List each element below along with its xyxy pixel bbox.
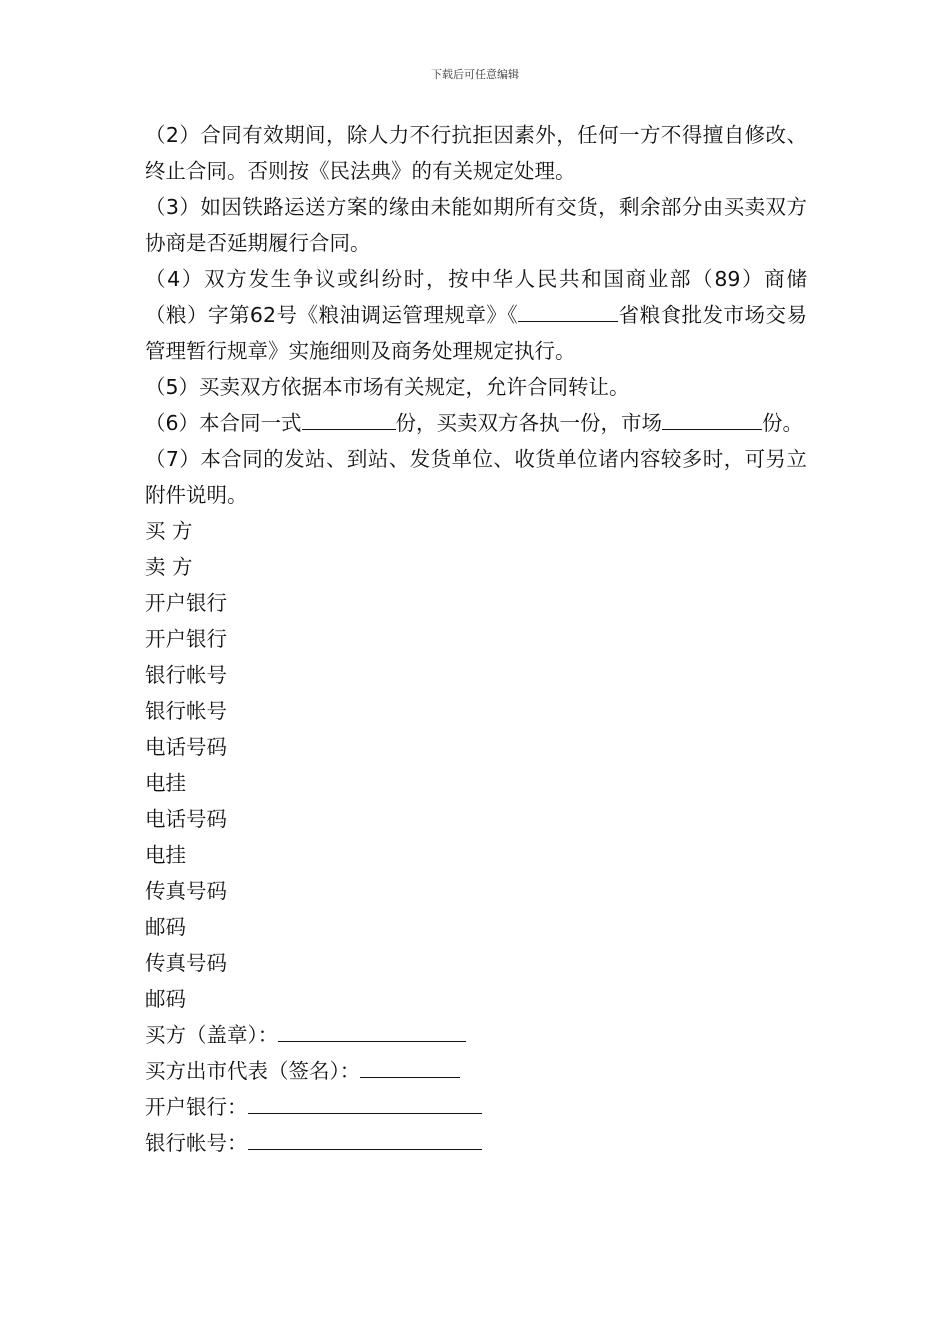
bank-row <box>145 1089 807 1125</box>
clause-4-text-a: （4）双方发生争议或纠纷时，按中华人民共和国商业部（89）商储（粮）字第62号《粮油调运管理规章》《 <box>145 267 807 327</box>
document-body <box>145 117 807 1161</box>
clause-3: （3）如因铁路运送方案的缘由未能如期所有交货，剩余部分由买卖双方协商是否延期履行合同。 <box>145 195 807 255</box>
field-seller-phone: 电话号码 <box>145 807 227 831</box>
field-buyer-account: 银行帐号 <box>145 663 227 687</box>
market-copies-blank[interactable] <box>662 409 762 430</box>
bank-blank[interactable] <box>248 1093 482 1114</box>
clause-4-text-b: 省粮食批发市场交易管理暂行规章》实施细则及商务处理规定执行。 <box>145 303 807 363</box>
buyer-rep-row <box>145 1053 807 1089</box>
field-seller-bank: 开户银行 <box>145 627 227 651</box>
bank-label: 开户银行： <box>145 1095 248 1119</box>
account-row <box>145 1125 807 1161</box>
clause-6-text-c: 份。 <box>762 411 804 435</box>
buyer-seal-blank[interactable] <box>278 1021 466 1042</box>
field-buyer-telegraph: 电挂 <box>145 771 186 795</box>
page-header: 下载后可任意编辑 <box>431 68 519 81</box>
clause-6-text-b: 份，买卖双方各执一份，市场 <box>395 411 663 435</box>
signature-block <box>145 1017 807 1161</box>
buyer-rep-blank[interactable] <box>360 1057 460 1078</box>
clause-2: （2）合同有效期间，除人力不行抗拒因素外，任何一方不得擅自修改、终止合同。否则按《民法典》的有关规定处理。 <box>145 123 807 183</box>
field-seller-account: 银行帐号 <box>145 699 227 723</box>
party-info-fields <box>145 513 807 1017</box>
field-buyer-postcode: 邮码 <box>145 915 186 939</box>
clause-7: （7）本合同的发站、到站、发货单位、收货单位诸内容较多时，可另立附件说明。 <box>145 447 807 507</box>
field-buyer-phone: 电话号码 <box>145 735 227 759</box>
clause-6-text-a: （6）本合同一式 <box>145 411 302 435</box>
field-buyer: 买 方 <box>145 519 193 543</box>
buyer-seal-label: 买方（盖章）： <box>145 1023 279 1047</box>
field-seller: 卖 方 <box>145 555 193 579</box>
copies-blank[interactable] <box>302 409 396 430</box>
buyer-rep-label: 买方出市代表（签名）： <box>145 1059 361 1083</box>
clause-5: （5）买卖双方依据本市场有关规定，允许合同转让。 <box>145 375 630 399</box>
field-seller-telegraph: 电挂 <box>145 843 186 867</box>
clause-4 <box>145 261 807 369</box>
buyer-seal-row <box>145 1017 807 1053</box>
clause-6 <box>145 405 807 441</box>
account-blank[interactable] <box>248 1129 482 1150</box>
field-buyer-fax: 传真号码 <box>145 879 227 903</box>
province-blank[interactable] <box>518 301 618 322</box>
field-seller-postcode: 邮码 <box>145 987 186 1011</box>
field-buyer-bank: 开户银行 <box>145 591 227 615</box>
account-label: 银行帐号： <box>145 1131 248 1155</box>
field-seller-fax: 传真号码 <box>145 951 227 975</box>
